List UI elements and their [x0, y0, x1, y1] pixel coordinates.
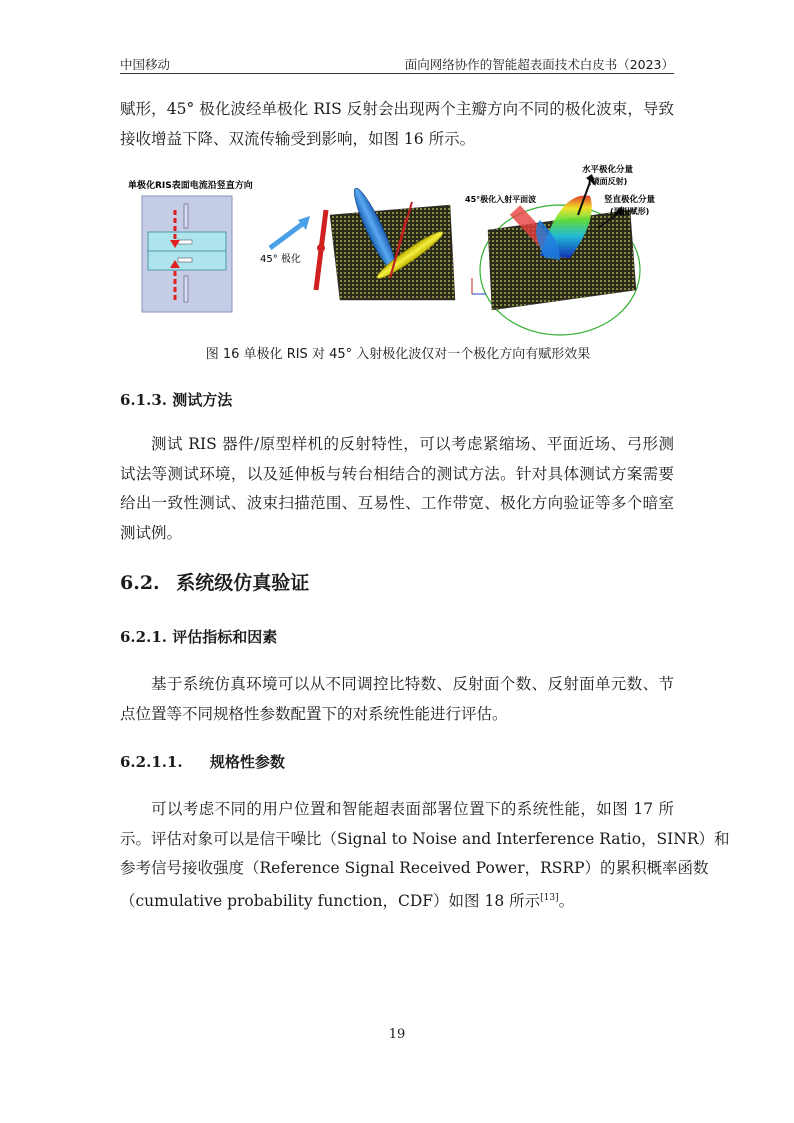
text-fragment: （cumulative probability function，CDF）如图 18 所示: [120, 891, 541, 910]
text-fragment: 。: [558, 891, 575, 910]
section-number: 6.1.3.: [120, 391, 167, 409]
figure-16-caption: 图 16 单极化 RIS 对 45° 入射极化波仅对一个极化方向有赋形效果: [205, 347, 591, 362]
section-number: 6.2.: [120, 572, 160, 594]
section-title: 测试方法: [172, 391, 233, 409]
page-header: [120, 55, 674, 74]
section-number: 6.2.1.: [120, 628, 167, 646]
section-title: 系统级仿真验证: [176, 572, 310, 594]
evaluation-paragraph: [120, 670, 674, 729]
panel3-incident-label: 45°极化入射平面波: [465, 195, 537, 204]
panel3-vertical-sub: (调相赋形): [610, 207, 650, 216]
citation-ref[interactable]: [13]: [540, 892, 559, 903]
text-line: 接收增益下降、双流传输受到影响，如图 16 所示。: [120, 129, 476, 148]
panel-radiation-pattern: [465, 164, 656, 335]
text-line: [120, 884, 674, 914]
text-line: 示。评估对象可以是信干噪比（Signal to Noise and Interference Ratio，SINR）和: [120, 829, 730, 848]
text-line: 试法等测试环境，以及延伸板与转台相结合的测试方法。针对具体测试方案需要: [120, 464, 674, 483]
text-line: 给出一致性测试、波束扫描范围、互易性、工作带宽、极化方向验证等多个暗室: [120, 494, 674, 512]
test-method-paragraph: [120, 430, 674, 548]
text-line: 基于系统仿真环境可以从不同调控比特数、反射面个数、反射面单元数、节: [151, 675, 674, 693]
text-line: 点位置等不同规格性参数配置下的对系统性能进行评估。: [120, 704, 508, 723]
figure-16: [120, 160, 676, 338]
section-title: 规格性参数: [209, 753, 285, 771]
text-line: 可以考虑不同的用户位置和智能超表面部署位置下的系统性能，如图 17 所: [151, 800, 674, 818]
section-title: 评估指标和因素: [172, 628, 278, 646]
text-line: 测试例。: [120, 523, 183, 542]
panel3-horizontal-label: 水平极化分量: [582, 165, 634, 175]
section-heading-6-1-3: [120, 389, 232, 410]
intro-paragraph: [120, 95, 674, 154]
section-heading-6-2-1-1: [120, 751, 285, 772]
section-heading-6-2-1: [120, 626, 277, 647]
figure-16-illustration: [120, 160, 676, 338]
parameters-paragraph: [120, 795, 730, 913]
text-line: 赋形，45° 极化波经单极化 RIS 反射会出现两个主瓣方向不同的极化波束，导致: [120, 100, 674, 118]
section-number: 6.2.1.1.: [120, 753, 183, 771]
header-doc-title: 面向网络协作的智能超表面技术白皮书（2023）: [404, 57, 674, 72]
panel-beam-lobes: [260, 185, 455, 300]
section-heading-6-2: [120, 568, 309, 595]
panel3-vertical-label: 竖直极化分量: [604, 195, 656, 205]
panel3-horizontal-sub: (镜面反射): [588, 177, 628, 186]
panel2-label: 45° 极化: [260, 254, 301, 265]
header-org: 中国移动: [120, 57, 171, 72]
panel1-title: 单极化RIS表面电流沿竖直方向: [128, 181, 253, 191]
text-line: 参考信号接收强度（Reference Signal Received Power，RSRP）的累积概率函数: [120, 859, 709, 877]
panel-unit-cell: [128, 179, 253, 312]
page-number: 19: [388, 1027, 406, 1042]
text-line: 测试 RIS 器件/原型样机的反射特性，可以考虑紧缩场、平面近场、弓形测: [151, 435, 674, 453]
